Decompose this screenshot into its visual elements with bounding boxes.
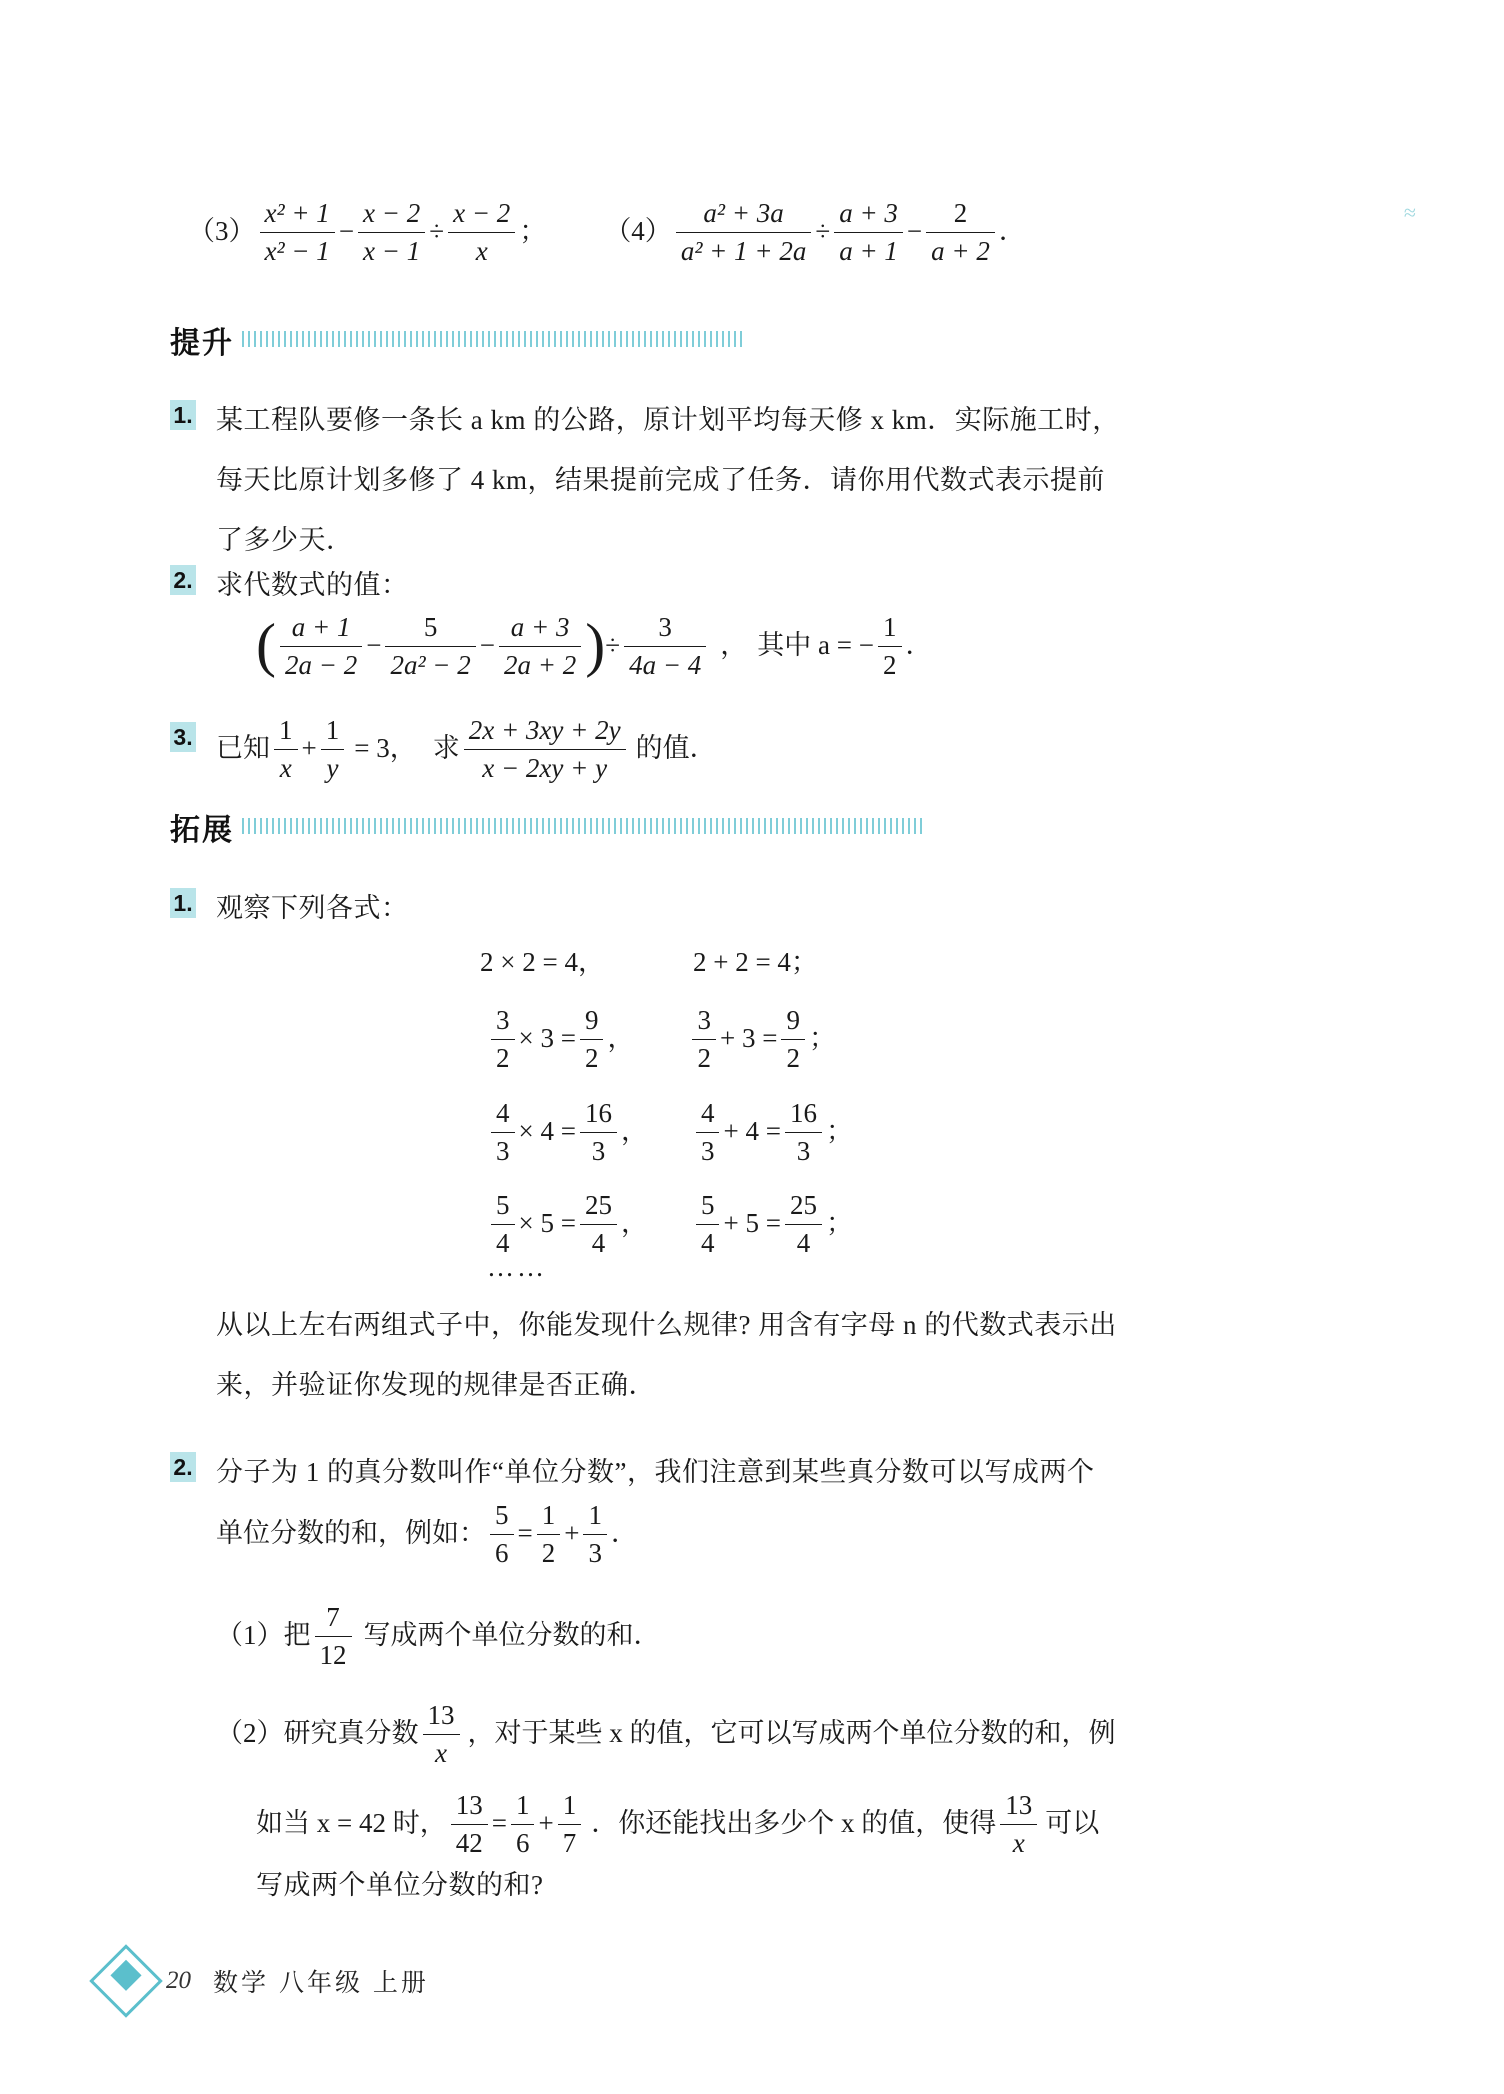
operator: + 4 = [723,1115,781,1146]
fraction-t3-3: $\frac{2x + 3xy + 2y}{x - 2xy + y}$ [464,714,626,786]
text-pre: 单位分数的和，例如： [216,1517,486,1548]
page-number: 20 [166,1967,191,1994]
fraction-u2-2: $\frac{1}{2}$ [537,1499,561,1571]
fraction-s1: $\frac{7}{12}$ [315,1601,352,1673]
pattern-right: 2 + 2 = 4； [692,947,818,977]
item-text-tuozhan-1-lead [216,878,1316,938]
text-mid: 求 [432,732,460,763]
fraction-p3-l2: $\frac{16}{3}$ [580,1097,617,1169]
operator-3-1: − [338,215,355,246]
footer-book-title: 数学 八年级 上册 [213,1969,429,1997]
fraction-s2-5: $\frac{13}{x}$ [1000,1789,1037,1861]
terminator-3: ； [519,215,547,246]
text-post: ，对于某些 x 的值，它可以写成两个单位分数的和，例 [467,1717,1116,1748]
section-title-tisheng: 提升 [170,327,234,360]
text-post: 写成两个单位分数的和． [363,1619,661,1650]
fraction-p2-l1: $\frac{3}{2}$ [491,1004,515,1076]
item-number-tisheng-3: 3. [170,722,196,752]
label-3: （3） [188,215,256,246]
fraction-p4-r2: $\frac{25}{4}$ [785,1189,822,1261]
text-mid: ．你还能找出多少个 x 的值，使得 [591,1807,997,1838]
section-rule [242,331,742,347]
item-number-tisheng-1: 1. [170,400,196,430]
text-post: 的值． [635,732,717,763]
operator: × 5 = [518,1207,576,1238]
pattern-row-3 [487,1098,853,1170]
item-number-tuozhan-2: 2. [170,1452,196,1482]
operator-4-1: ÷ [815,215,831,246]
fraction-p4-l2: $\frac{25}{4}$ [580,1189,617,1261]
section-header-tisheng [170,318,790,362]
fraction-p2-r2: $\frac{9}{2}$ [781,1004,805,1076]
item-text-tisheng-2 [216,555,1346,615]
equation-part: = 3， [354,732,417,763]
terminator: ． [905,629,933,660]
text-line: 每天比原计划多修了 4 km，结果提前完成了任务．请你用代数式表示提前 [216,465,1106,495]
section-header-tuozhan [170,805,980,849]
pattern-left: 2 × 2 = 4， [480,947,605,977]
pattern-row-2 [487,1005,836,1077]
fraction-p3-r2: $\frac{16}{3}$ [785,1097,822,1169]
sep: ； [825,1115,853,1146]
fraction-s2-4: $\frac{1}{7}$ [558,1789,582,1861]
text-line: 了多少天． [216,525,354,555]
operator: − [366,629,382,660]
text-line: 求代数式的值： [216,570,409,600]
fraction-3-2: $\frac{x - 2}{x - 1}$ [358,197,425,269]
fraction-d2-2: $\frac{5}{\text{2a² − 2}}$ [385,611,475,683]
fraction-d2-1: $\frac{a + 1}{2a - 2}$ [280,611,362,683]
fraction-p3-r1: $\frac{4}{3}$ [696,1097,720,1169]
section-rule [242,818,922,834]
fraction-s2-1: $\frac{13}{x}$ [423,1699,460,1771]
text-pre: 如当 x = 42 时， [256,1807,447,1838]
fraction-p4-r1: $\frac{5}{4}$ [696,1189,720,1261]
operator: − [479,629,496,660]
fraction-t3-1: $\frac{1}{x}$ [274,714,298,786]
fraction-t3-2: $\frac{1}{y}$ [321,714,345,786]
section-title-tuozhan: 拓展 [170,814,234,847]
left-paren: ( [256,612,276,679]
fraction-u2-1: $\frac{5}{6}$ [490,1499,514,1571]
subitem-2-2-line3 [256,1855,1356,1915]
right-paren: ) [585,612,606,679]
fraction-3-1: $\frac{\text{x² + 1}}{\text{x² − 1}}$ [260,197,335,269]
fraction-d2-5: $\frac{1}{2}$ [878,611,902,683]
operator: + [301,732,317,763]
operator: × 4 = [518,1115,576,1146]
sep: ， [607,1022,635,1053]
exercise-line-3-4 [188,198,1026,270]
sep: ， [620,1207,648,1238]
text-line: 观察下列各式： [216,893,409,923]
equals: = [491,1807,507,1838]
fraction-d2-3: $\frac{a + 3}{2a + 2}$ [499,611,581,683]
pattern-row-4 [487,1190,853,1262]
text-pre: （1）把 [216,1619,311,1650]
text-line: 分子为 1 的真分数叫作“单位分数”，我们注意到某些真分数可以写成两个 [216,1457,1095,1487]
terminator-4: ． [998,215,1026,246]
decorative-corner-mark: ≈ [1403,200,1414,225]
fraction-3-3: $\frac{x - 2}{x}$ [448,197,515,269]
label-4: （4） [604,215,672,246]
equals: = [517,1517,533,1548]
text-post: 可以 [1045,1807,1100,1838]
subitem-2-2-line2 [256,1790,1099,1862]
text-line: 写成两个单位分数的和? [256,1870,544,1900]
sep: ； [808,1022,836,1053]
condition-text: 其中 a = − [757,629,874,660]
comma: ， [720,629,748,660]
fraction-4-2: $\frac{a + 3}{a + 1}$ [834,197,903,269]
text-pre: （2）研究真分数 [216,1717,419,1748]
operator: × 3 = [518,1022,576,1053]
fraction-s2-3: $\frac{1}{6}$ [511,1789,535,1861]
terminator: ． [610,1517,638,1548]
item-number-tisheng-2: 2. [170,565,196,595]
item-number-tuozhan-1: 1. [170,888,196,918]
operator-4-2: − [906,215,923,246]
item-text-tuozhan-2-line1 [216,1442,1346,1502]
item-text-tisheng-1 [216,390,1346,570]
diamond-ornament-icon [89,1944,163,2018]
operator-3-2: ÷ [429,215,445,246]
operator: + [564,1517,580,1548]
fraction-p2-r1: $\frac{3}{2}$ [692,1004,716,1076]
fraction-d2-4: $\frac{3}{4a - 4}$ [624,611,706,683]
fraction-p4-l1: $\frac{5}{4}$ [491,1189,515,1261]
item-text-tisheng-3 [216,715,717,787]
item-text-tuozhan-1-tail [216,1295,1346,1415]
sep: ， [620,1115,648,1146]
fraction-4-1: $\frac{\text{a² + 3a}}{\text{a² + 1 + 2a}}$ [676,197,812,269]
fraction-s2-2: $\frac{13}{42}$ [451,1789,488,1861]
fraction-p3-l1: $\frac{4}{3}$ [491,1097,515,1169]
display-equation-tisheng-2 [256,612,933,684]
fraction-4-3: $\frac{2}{a + 2}$ [926,197,995,269]
operator: + [538,1807,554,1838]
text-pre: 已知 [216,732,270,763]
text-line: 来，并验证你发现的规律是否正确． [216,1370,656,1400]
text-line: 从以上左右两组式子中，你能发现什么规律? 用含有字母 n 的代数式表示出 [216,1310,1117,1340]
pattern-ellipsis: …… [487,1252,547,1282]
pattern-row-1 [480,940,818,979]
fraction-u2-3: $\frac{1}{3}$ [583,1499,607,1571]
operator: ÷ [605,629,621,660]
subitem-2-2-line1 [216,1700,1116,1772]
fraction-p2-l2: $\frac{9}{2}$ [580,1004,604,1076]
sep: ； [825,1207,853,1238]
text-line: 某工程队要修一条长 a km 的公路，原计划平均每天修 x km．实际施工时， [216,405,1120,435]
item-text-tuozhan-2-line2 [216,1500,638,1572]
subitem-2-1 [216,1602,661,1674]
operator: + 3 = [719,1022,778,1053]
page-footer [100,1955,429,2007]
operator: + 5 = [723,1207,781,1238]
